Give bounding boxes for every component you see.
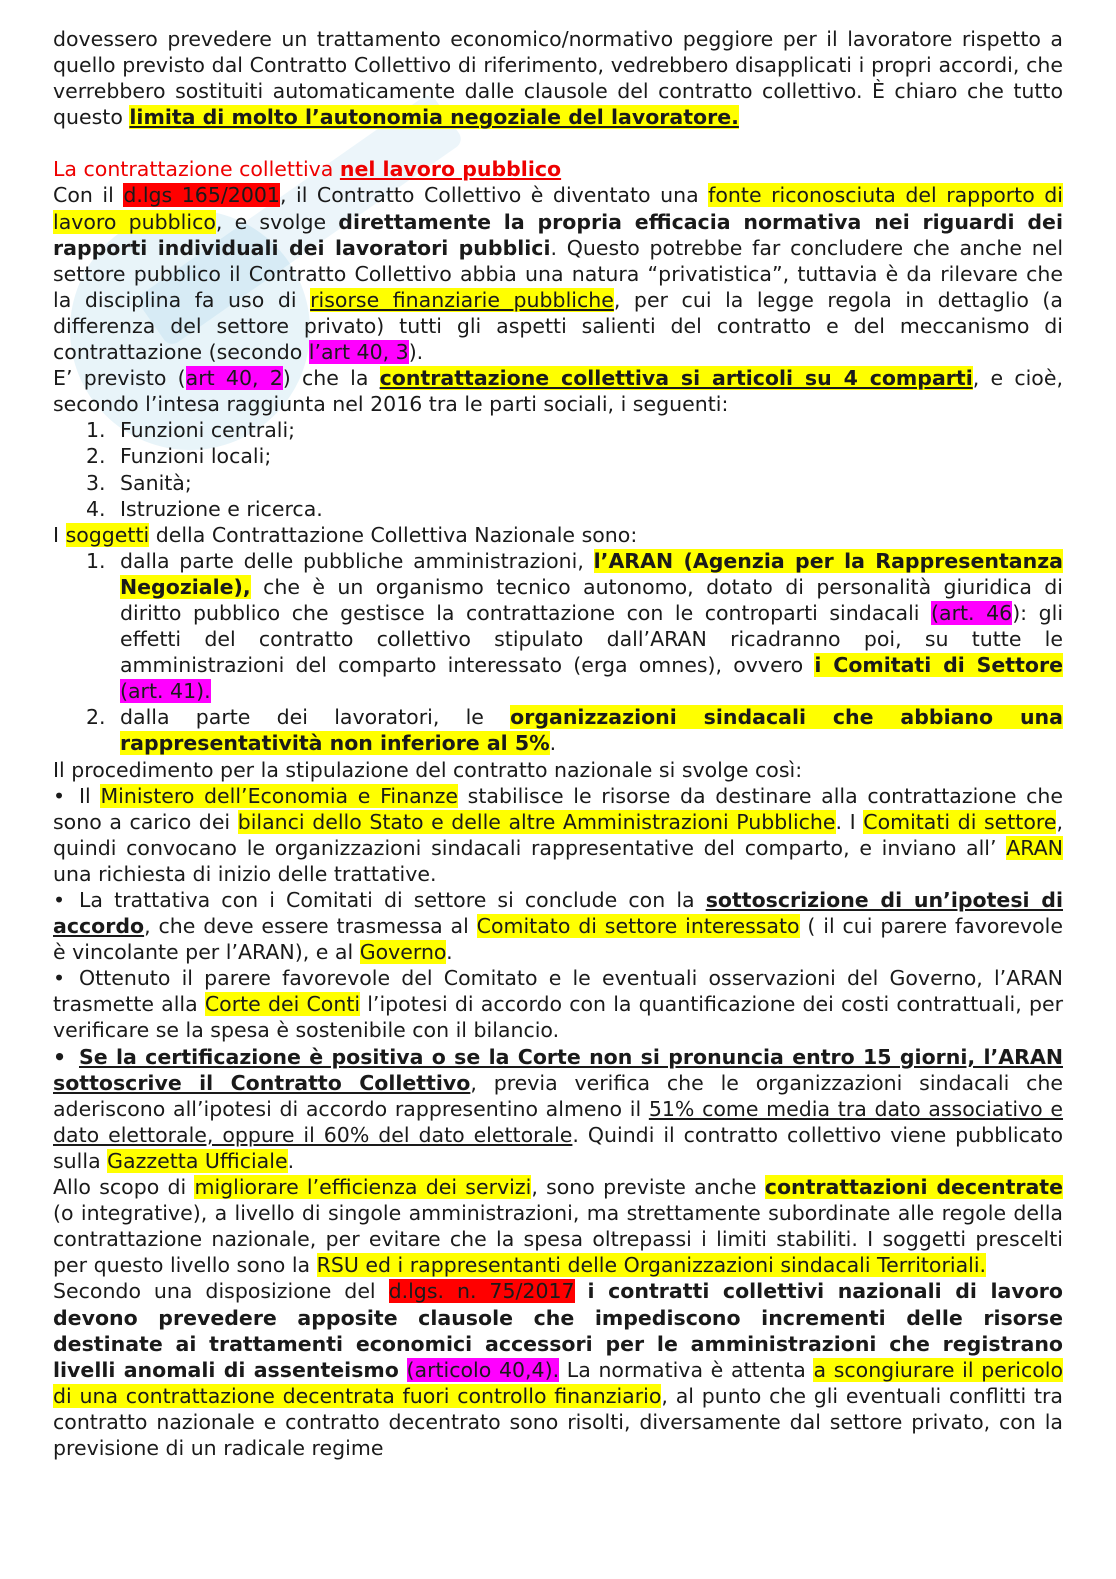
bullet-trattativa: • La trattativa con i Comitati di settore si conclude con la sottoscrizione di un’ipotesi di accordo, che deve essere trasmessa al Comitato di settore interessato ( il cui parere favorevole è vincolante per l’ARAN), e al Governo.: [53, 888, 1063, 965]
bullet-certificazione: • Se la certificazione è positiva o se la Corte non si pronuncia entro 15 giorni, l’ARAN sottoscrive il Contratto Collettivo, previa verifica che le organizzazioni sindacali che aderiscono all’ipotesi di accordo rappresentino almeno il 51% come media tra dato associativo e dato elettorale, oppure il 60% del dato elettorale. Quindi il contratto collettivo viene pubblicato sulla Gazzetta Ufficiale.: [53, 1044, 1064, 1173]
paragraph-dlgs-75: Secondo una disposizione del d.lgs. n. 75/2017 i contratti collettivi nazionali di lavoro devono prevedere apposite clausole che impediscono incrementi delle risorse destinate ai trattamenti economici accessori per le amministrazioni che registrano livelli anomali di assenteismo (articolo 40,4). La normativa è attenta a scongiurare il pericolo di una contrattazione decentrata fuori controllo finanziario, al punto che gli eventuali conflitti tra contratto nazionale e contratto decentrato sono risolti, diversamente dal settore privato, con la previsione di un radicale regime: [53, 1279, 1063, 1460]
list-item: 1. dalla parte delle pubbliche amministrazioni, l’ARAN (Agenzia per la Rappresentanza Negoziale), che è un organismo tecnico autonomo, dotato di personalità giuridica di diritto pubblico che gestisce la contrattazione con le controparti sindacali (art. 46): gli effetti del contratto collettivo stipulato dall’ARAN ricadranno poi, su tutte le amministrazioni del comparto interessato (erga omnes), ovvero i Comitati di Settore (art. 41).: [86, 548, 1064, 704]
list-item: 2. dalla parte dei lavoratori, le organizzazioni sindacali che abbiano una rappresentatività non inferiore al 5%.: [86, 705, 1063, 756]
list-item: 2. Funzioni locali;: [86, 444, 272, 469]
paragraph-soggetti: I soggetti della Contrattazione Collettiva Nazionale sono:: [53, 522, 638, 547]
document-page: [53, 26, 1063, 1461]
comparti-list: [53, 417, 1063, 521]
intro-paragraph: dovessero prevedere un trattamento economico/normativo peggiore per il lavoratore rispetto a quello previsto dal Contratto Collettivo di riferimento, vedrebbero disapplicati i propri accordi, che verrebbero sostituiti automaticamente dalle clausole del contratto collettivo. È chiaro che tutto questo limita di molto l’autonomia negoziale del lavoratore.: [53, 27, 1063, 130]
bullet-ministero: • Il Ministero dell’Economia e Finanze stabilisce le risorse da destinare alla contrattazione che sono a carico dei bilanci dello Stato e delle altre Amministrazioni Pubbliche. I Comitati di settore, quindi convocano le organizzazioni sindacali rappresentative del comparto, e inviano all’ ARAN una richiesta di inizio delle trattative.: [53, 783, 1063, 886]
list-item: 3. Sanità;: [86, 470, 192, 495]
soggetti-list: [53, 548, 1063, 757]
list-item: 4. Istruzione e ricerca.: [86, 496, 323, 521]
bullet-corte-conti: • Ottenuto il parere favorevole del Comitato e le eventuali osservazioni del Governo, l’ARAN trasmette alla Corte dei Conti l’ipotesi di accordo con la quantificazione dei costi contrattuali, per verificare se la spesa è sostenibile con il bilancio.: [53, 966, 1064, 1043]
section-title: La contrattazione collettiva nel lavoro pubblico: [53, 157, 562, 182]
paragraph-procedimento: Il procedimento per la stipulazione del contratto nazionale si svolge così:: [53, 757, 803, 782]
paragraph-comparti: E’ previsto (art 40, 2) che la contrattazione collettiva si articoli su 4 comparti, e cioè, secondo l’intesa raggiunta nel 2016 tra le parti sociali, i seguenti:: [53, 366, 1063, 417]
paragraph-decentrate: Allo scopo di migliorare l’efficienza dei servizi, sono previste anche contrattazioni decentrate (o integrative), a livello di singole amministrazioni, ma strettamente subordinate alle regole della contrattazione nazionale, per evitare che la spesa oltrepassi i limiti stabiliti. I soggetti prescelti per questo livello sono la RSU ed i rappresentanti delle Organizzazioni sindacali Territoriali.: [53, 1175, 1064, 1278]
paragraph-dlgs-165: Con il d.lgs 165/2001, il Contratto Collettivo è diventato una fonte riconosciuta del rapporto di lavoro pubblico, e svolge direttamente la propria efficacia normativa nei riguardi dei rapporti individuali dei lavoratori pubblici. Questo potrebbe far concludere che anche nel settore pubblico il Contratto Collettivo abbia una natura “privatistica”, tuttavia è da rilevare che la disciplina fa uso di risorse finanziarie pubbliche, per cui la legge regola in dettaglio (a differenza del settore privato) tutti gli aspetti salienti del contratto e del meccanismo di contrattazione (secondo l’art 40, 3).: [53, 183, 1064, 365]
list-item: 1. Funzioni centrali;: [86, 418, 296, 443]
